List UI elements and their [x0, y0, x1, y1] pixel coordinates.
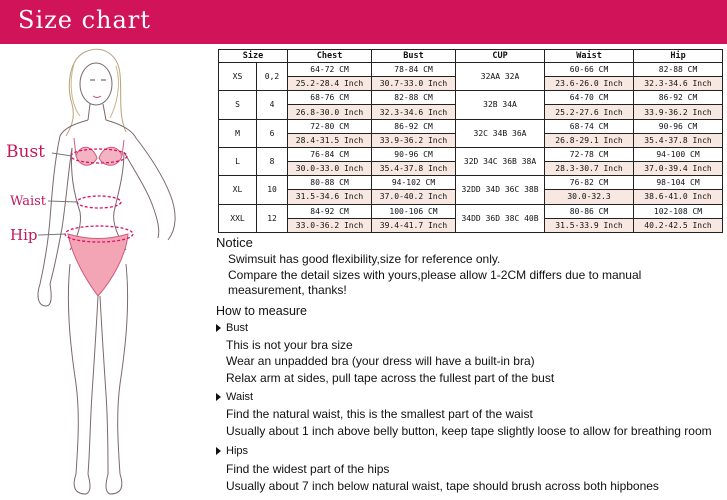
table-row: [219, 176, 723, 190]
hips-heading: [216, 445, 248, 457]
hip-cm-cell: 82-88 CM: [634, 63, 723, 77]
size-number-cell: 8: [257, 147, 288, 175]
bust-cm-cell: 90-96 CM: [372, 147, 456, 161]
cup-cell: 32D 34C 36B 38A: [456, 147, 545, 175]
chest-inch-cell: 31.5-34.6 Inch: [288, 190, 372, 204]
waist-inch-cell: 30.0-32.3: [545, 190, 634, 204]
body-figure-illustration: [0, 44, 215, 500]
table-row: [219, 63, 723, 77]
hip-cm-cell: 86-92 CM: [634, 91, 723, 105]
bust-inch-cell: 30.7-33.0 Inch: [372, 77, 456, 91]
cup-cell: 32B 34A: [456, 91, 545, 119]
chest-cm-cell: 64-72 CM: [288, 63, 372, 77]
notice-line: Swimsuit has good flexibility,size for reference only.: [228, 252, 501, 266]
bust-heading-label: Bust: [226, 322, 249, 334]
waist-cm-cell: 76-82 CM: [545, 176, 634, 190]
hip-inch-cell: 37.0-39.4 Inch: [634, 162, 723, 176]
bullet-triangle-icon: [216, 324, 221, 332]
waist-inch-cell: 25.2-27.6 Inch: [545, 105, 634, 119]
hip-cm-cell: 98-104 CM: [634, 176, 723, 190]
size-number-cell: 10: [257, 176, 288, 204]
bust-cm-cell: 82-88 CM: [372, 91, 456, 105]
header-cup: CUP: [456, 50, 545, 63]
size-cell: XL: [219, 176, 257, 204]
header-chest: Chest: [288, 50, 372, 63]
chest-inch-cell: 30.0-33.0 Inch: [288, 162, 372, 176]
hip-inch-cell: 33.9-36.2 Inch: [634, 105, 723, 119]
chest-inch-cell: 33.0-36.2 Inch: [288, 218, 372, 232]
table-header-row: [219, 50, 723, 63]
size-number-cell: 6: [257, 119, 288, 147]
bullet-triangle-icon: [216, 447, 221, 455]
cup-cell: 34DD 36D 38C 40B: [456, 204, 545, 232]
header-bust: Bust: [372, 50, 456, 63]
header-size: Size: [219, 50, 288, 63]
waist-cm-cell: 64-70 CM: [545, 91, 634, 105]
waist-heading-label: Waist: [226, 391, 254, 403]
header-hip: Hip: [634, 50, 723, 63]
size-chart-table: [218, 49, 723, 233]
table-row: [219, 119, 723, 133]
how-to-measure-title: How to measure: [216, 304, 308, 318]
hips-instruction: Find the widest part of the hips: [226, 462, 390, 476]
notice-line: Compare the detail sizes with yours,please allow 1-2CM differs due to manual: [228, 268, 642, 282]
waist-cm-cell: 72-78 CM: [545, 147, 634, 161]
bust-cm-cell: 78-84 CM: [372, 63, 456, 77]
notice-title: Notice: [216, 235, 253, 250]
size-cell: XS: [219, 63, 257, 91]
size-cell: XXL: [219, 204, 257, 232]
size-number-cell: 12: [257, 204, 288, 232]
bust-instruction: Relax arm at sides, pull tape across the fullest part of the bust: [226, 371, 555, 385]
chest-cm-cell: 76-84 CM: [288, 147, 372, 161]
table-row: [219, 147, 723, 161]
waist-cm-cell: 80-86 CM: [545, 204, 634, 218]
hip-inch-cell: 32.3-34.6 Inch: [634, 77, 723, 91]
chest-cm-cell: 68-76 CM: [288, 91, 372, 105]
waist-inch-cell: 28.3-30.7 Inch: [545, 162, 634, 176]
waist-cm-cell: 68-74 CM: [545, 119, 634, 133]
chest-inch-cell: 28.4-31.5 Inch: [288, 133, 372, 147]
cup-cell: 32DD 34D 36C 38B: [456, 176, 545, 204]
chest-cm-cell: 72-80 CM: [288, 119, 372, 133]
cup-cell: 32C 34B 36A: [456, 119, 545, 147]
chest-inch-cell: 26.8-30.0 Inch: [288, 105, 372, 119]
hip-cm-cell: 94-100 CM: [634, 147, 723, 161]
bust-inch-cell: 37.0-40.2 Inch: [372, 190, 456, 204]
waist-instruction: Usually about 1 inch above belly button, keep tape slightly loose to allow for breathing room: [226, 424, 712, 438]
chest-cm-cell: 84-92 CM: [288, 204, 372, 218]
size-cell: S: [219, 91, 257, 119]
hips-instruction: Usually about 7 inch below natural waist, tape should brush across both hipbones: [226, 479, 659, 493]
hip-inch-cell: 38.6-41.0 Inch: [634, 190, 723, 204]
header-banner: [0, 0, 727, 44]
bullet-triangle-icon: [216, 393, 221, 401]
bust-label: Bust: [6, 142, 45, 162]
bust-cm-cell: 100-106 CM: [372, 204, 456, 218]
waist-instruction: Find the natural waist, this is the smallest part of the waist: [226, 407, 533, 421]
waist-heading: [216, 391, 253, 403]
hips-heading-label: Hips: [226, 445, 249, 457]
page-title: Size chart: [18, 6, 151, 34]
waist-inch-cell: 26.8-29.1 Inch: [545, 133, 634, 147]
bust-instruction: This is not your bra size: [226, 338, 353, 352]
bust-instruction: Wear an unpadded bra (your dress will have a built-in bra): [226, 354, 535, 368]
size-number-cell: 4: [257, 91, 288, 119]
size-cell: L: [219, 147, 257, 175]
bust-inch-cell: 33.9-36.2 Inch: [372, 133, 456, 147]
bust-inch-cell: 35.4-37.8 Inch: [372, 162, 456, 176]
size-cell: M: [219, 119, 257, 147]
waist-inch-cell: 31.5-33.9 Inch: [545, 218, 634, 232]
table-row: [219, 204, 723, 218]
chest-cm-cell: 80-88 CM: [288, 176, 372, 190]
waist-label: Waist: [10, 194, 47, 209]
bust-inch-cell: 39.4-41.7 Inch: [372, 218, 456, 232]
cup-cell: 32AA 32A: [456, 63, 545, 91]
notice-line: measurement, thanks!: [228, 283, 347, 297]
hip-cm-cell: 90-96 CM: [634, 119, 723, 133]
header-waist: Waist: [545, 50, 634, 63]
hip-inch-cell: 35.4-37.8 Inch: [634, 133, 723, 147]
figure-drawing: [0, 44, 215, 500]
waist-cm-cell: 60-66 CM: [545, 63, 634, 77]
hip-inch-cell: 40.2-42.5 Inch: [634, 218, 723, 232]
waist-inch-cell: 23.6-26.0 Inch: [545, 77, 634, 91]
hip-label: Hip: [10, 226, 38, 244]
bust-inch-cell: 32.3-34.6 Inch: [372, 105, 456, 119]
hip-cm-cell: 102-108 CM: [634, 204, 723, 218]
bust-heading: [216, 322, 248, 334]
table-row: [219, 91, 723, 105]
bust-cm-cell: 94-102 CM: [372, 176, 456, 190]
bust-cm-cell: 86-92 CM: [372, 119, 456, 133]
size-number-cell: 0,2: [257, 63, 288, 91]
chest-inch-cell: 25.2-28.4 Inch: [288, 77, 372, 91]
